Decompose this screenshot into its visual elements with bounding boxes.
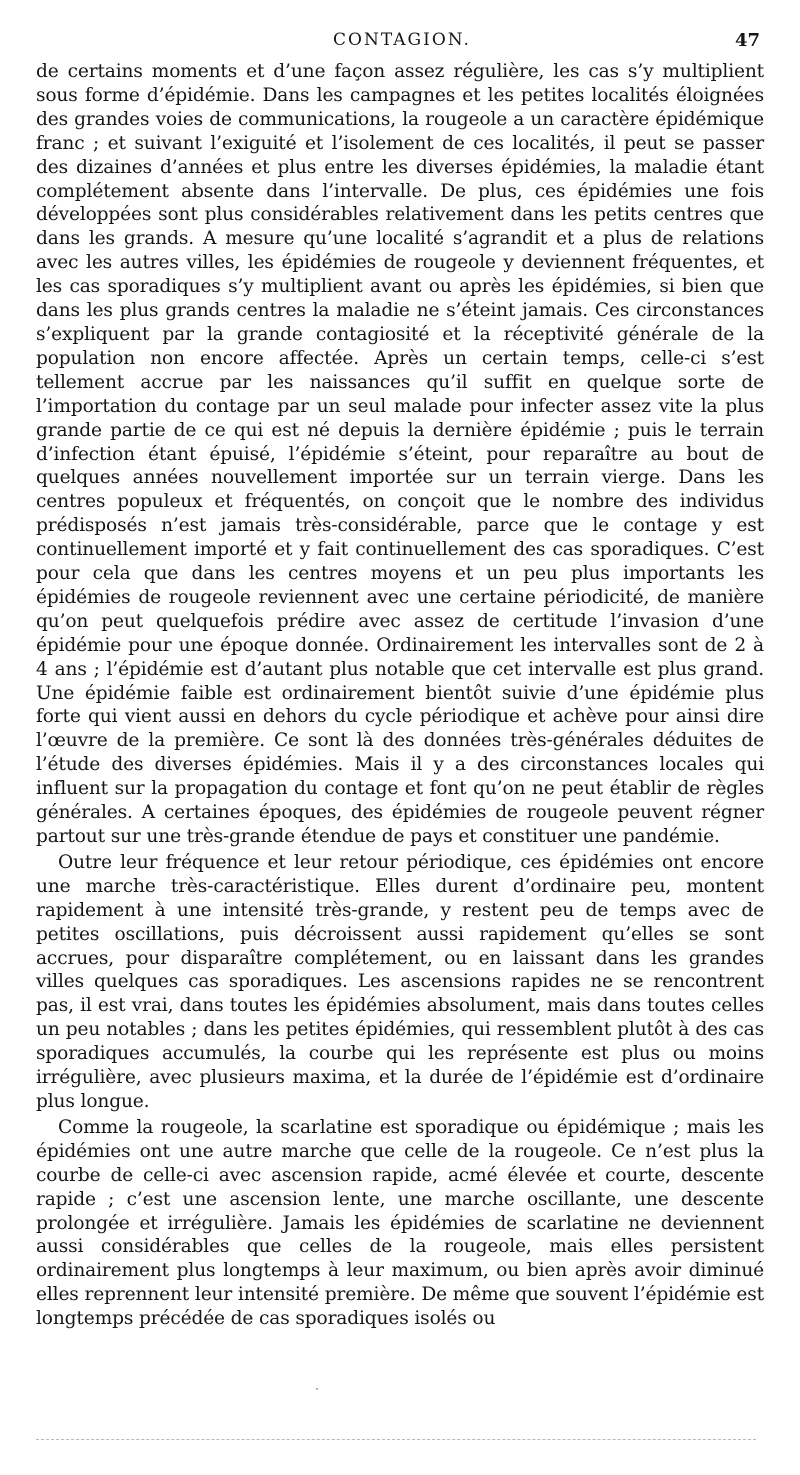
paragraph-continued: de certains moments et d’une façon assez régulière, les cas s’y multiplient sous forme d’épidémie. Dans les campagnes et les petites localités éloignées des grandes voies de communications, la rougeole a un caractère épidémique franc ; et suivant l’exiguité et l’isolement de ces localités, il peut se passer des dizaines d’années et plus entre les diverses épidémies, la maladie étant complétement absente dans l’intervalle. De plus, ces épidémies une fois développées sont plus considérables relativement dans les petits centres que dans les grands. A mesure qu’une localité s’agrandit et a plus de relations avec les autres villes, les épidémies de rougeole y deviennent fréquentes, et les cas sporadiques s’y multiplient avant ou après les épidémies, si bien que dans les plus grands centres la maladie ne s’éteint jamais. Ces circonstances s’expliquent par la grande contagiosité et la réceptivité générale de la population non encore affectée. Après un certain temps, celle-ci s’est tellement accrue par les naissances qu’il suffit en quelque sorte de l’importation du contage par un seul malade pour infecter assez vite la plus grande partie de ce qui est né depuis la dernière épidémie ; puis le terrain d’infection étant épuisé, l’épidémie s’éteint, pour reparaître au bout de quelques années nouvellement importée sur un terrain vierge. Dans les centres populeux et fréquentés, on conçoit que le nombre des individus prédisposés n’est jamais très-considérable, parce que le contage y est continuellement importé et y fait continuellement des cas sporadiques. C’est pour cela que dans les centres moyens et un peu plus importants les épidémies de rougeole reviennent avec une certaine périodicité, de manière qu’on peut quelquefois prédire avec assez de certitude l’invasion d’une épidémie pour une époque donnée. Ordinairement les intervalles sont de 2 à 4 ans ; l’épidémie est d’autant plus notable que cet intervalle est plus grand. Une épidémie faible est ordinairement bientôt suivie d’une épidémie plus forte qui vient aussi en dehors du cycle périodique et achève pour ainsi dire l’œuvre de la première. Ce sont là des données très-générales déduites de l’étude des diverses épidémies. Mais il y a des circonstances locales qui influent sur la propagation du contage et font qu’on ne peut établir de règles générales. A certaines époques, des épidémies de rougeole peuvent régner partout sur une très-grande étendue de pays et constituer une pandémie. (36, 61, 764, 847)
print-speck (316, 1388, 318, 1390)
running-head (40, 30, 764, 56)
page-number: 47 (734, 30, 760, 51)
body-text (36, 60, 764, 1331)
bottom-rule (36, 1439, 756, 1440)
paragraph-epidemic-course: Outre leur fréquence et leur retour périodique, ces épidémies ont encore une marche très-caractéristique. Elles durent d’ordinaire peu, montent rapidement à une intensité très-grande, y restent peu de temps avec de petites oscillations, puis décroissent aussi rapidement qu’elles se sont accrues, pour disparaître complétement, ou en laissant dans les grandes villes quelques cas sporadiques. Les ascensions rapides ne se rencontrent pas, il est vrai, dans toutes les épidémies absolument, mais dans toutes celles un peu notables ; dans les petites épidémies, qui ressemblent plutôt à des cas sporadiques accumulés, la courbe qui les représente est plus ou moins irrégulière, avec plusieurs maxima, et la durée de l’épidémie est d’ordinaire plus longue. (36, 851, 764, 1112)
paragraph-scarlatine: Comme la rougeole, la scarlatine est sporadique ou épidémique ; mais les épidémies ont une autre marche que celle de la rougeole. Ce n’est plus la courbe de celle-ci avec ascension rapide, acmé élevée et courte, descente rapide ; c’est une ascension lente, une marche oscillante, une descente prolongée et irrégulière. Jamais les épidémies de scarlatine ne deviennent aussi considérables que celles de la rougeole, mais elles persistent ordinairement plus longtemps à leur maximum, ou bien après avoir diminué elles reprennent leur intensité première. De même que souvent l’épidémie est longtemps précédée de cas sporadiques isolés ou (36, 1116, 764, 1330)
running-title: CONTAGION. (333, 30, 471, 50)
